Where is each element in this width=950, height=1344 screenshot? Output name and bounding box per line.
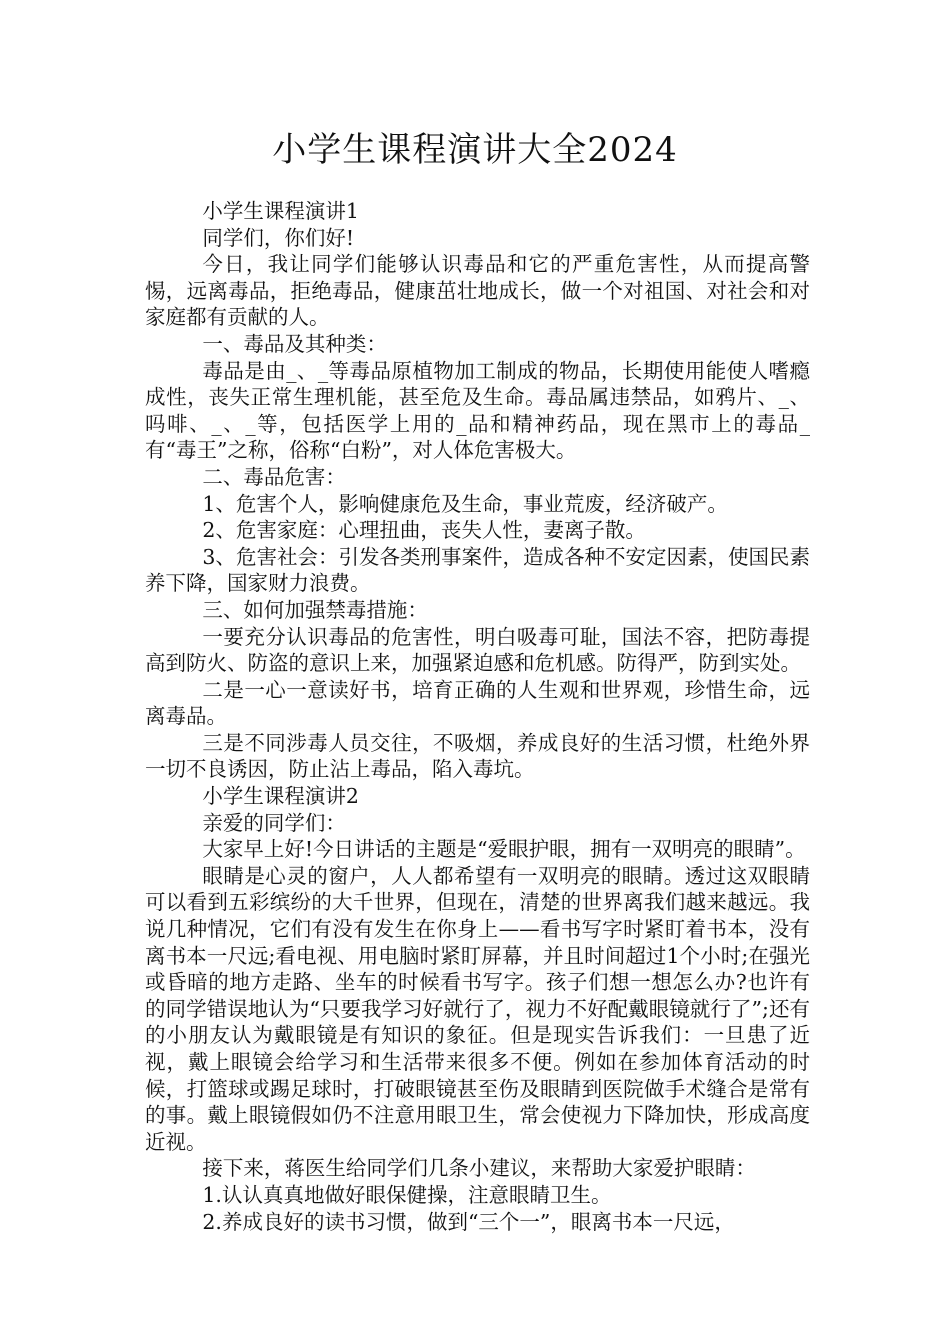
paragraph: 二是一心一意读好书，培育正确的人生观和世界观，珍惜生命，远离毒品。: [145, 677, 810, 729]
paragraph: 接下来，蒋医生给同学们几条小建议，来帮助大家爱护眼睛：: [202, 1156, 756, 1181]
paragraph: 1.认认真真地做好眼保健操，注意眼睛卫生。: [202, 1182, 612, 1207]
document-body: [145, 198, 810, 1235]
paragraph: 一、毒品及其种类：: [202, 331, 387, 356]
paragraph: 三是不同涉毒人员交往，不吸烟，养成良好的生活习惯，杜绝外界一切不良诱因，防止沾上毒品，陷入毒坑。: [145, 730, 810, 782]
paragraph: 二、毒品危害：: [202, 464, 346, 489]
paragraph: 毒品是由_、_等毒品原植物加工制成的物品，长期使用能使人嗜瘾成性，丧失正常生理机能，甚至危及生命。毒品属违禁品，如鸦片、_、吗啡、_、_等，包括医学上用的_品和精神药品，现在黑市上的毒品_有“毒王”之称，俗称“白粉”，对人体危害极大。: [145, 358, 810, 463]
paragraph: 眼睛是心灵的窗户，人人都希望有一双明亮的眼睛。透过这双眼睛可以看到五彩缤纷的大千世界，但现在，清楚的世界离我们越来越远。我说几种情况，它们有没有发生在你身上——看书写字时紧盯着书本，没有离书本一尺远;看电视、用电脑时紧盯屏幕，并且时间超过1个小时;在强光或昏暗的地方走路、坐车的时候看书写字。孩子们想一想怎么办?也许有的同学错误地认为“只要我学习好就行了，视力不好配戴眼镜就行了”;还有的小朋友认为戴眼镜是有知识的象征。但是现实告诉我们：一旦患了近视，戴上眼镜会给学习和生活带来很多不便。例如在参加体育活动的时候，打篮球或踢足球时，打破眼镜甚至伤及眼睛到医院做手术缝合是常有的事。戴上眼镜假如仍不注意用眼卫生，常会使视力下降加快，形成高度近视。: [145, 863, 810, 1154]
paragraph: 一要充分认识毒品的危害性，明白吸毒可耻，国法不容，把防毒提高到防火、防盗的意识上来，加强紧迫感和危机感。防得严，防到实处。: [145, 624, 810, 676]
paragraph: 1、危害个人，影响健康危及生命，事业荒废，经济破产。: [202, 491, 728, 516]
paragraph: 小学生课程演讲2: [202, 784, 359, 809]
paragraph: 2.养成良好的读书习惯，做到“三个一”，眼离书本一尺远，: [202, 1209, 735, 1234]
paragraph: 2、危害家庭：心理扭曲，丧失人性，妻离子散。: [202, 518, 646, 543]
paragraph: 今日，我让同学们能够认识毒品和它的严重危害性，从而提高警惕，远离毒品，拒绝毒品，健康茁壮地成长，做一个对祖国、对社会和对家庭都有贡献的人。: [145, 252, 810, 330]
paragraph: 大家早上好!今日讲话的主题是“爱眼护眼，拥有一双明亮的眼睛”。: [202, 837, 806, 862]
paragraph: 小学生课程演讲1: [202, 199, 359, 223]
paragraph: 3、危害社会：引发各类刑事案件，造成各种不安定因素，使国民素养下降，国家财力浪费。: [145, 544, 810, 596]
paragraph: 亲爱的同学们：: [202, 810, 346, 835]
paragraph: 同学们，你们好!: [202, 225, 355, 250]
document-title: 小学生课程演讲大全2024: [272, 130, 678, 170]
paragraph: 三、如何加强禁毒措施：: [202, 597, 428, 622]
